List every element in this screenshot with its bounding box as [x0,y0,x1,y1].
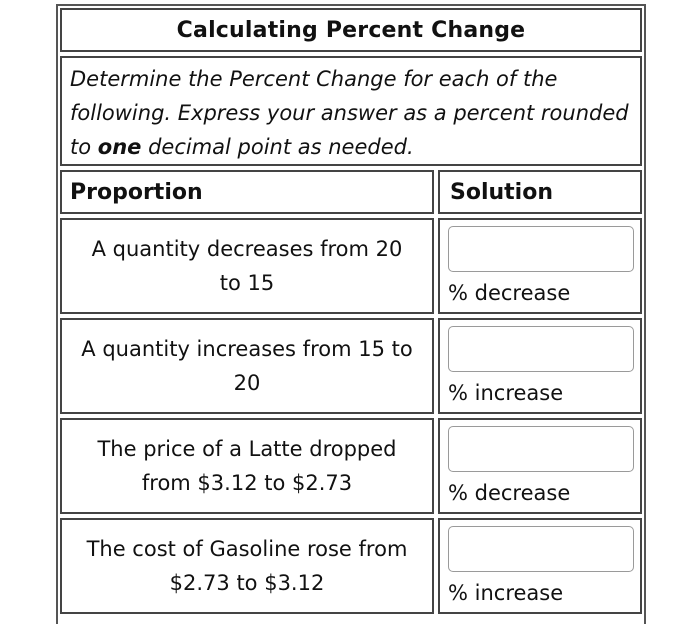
title-cell [60,8,642,52]
proportion-line: The price of a Latte dropped [97,437,397,461]
solution-header-cell [438,170,642,214]
proportion-cell-1 [60,218,434,314]
proportion-text-4 [87,532,408,600]
solution-cell-2 [438,318,642,414]
instructions-cell [60,56,642,166]
proportion-cell-3 [60,418,434,514]
unit-label-4: % increase [448,581,564,605]
proportion-text-3 [97,432,396,500]
proportion-line: 20 [233,371,261,395]
proportion-line: A quantity decreases from 20 [91,237,403,261]
proportion-header-cell [60,170,434,214]
answer-input-4[interactable] [448,526,634,572]
proportion-header: Proportion [70,179,203,205]
answer-input-2[interactable] [448,326,634,372]
proportion-cell-4 [60,518,434,614]
unit-label-2: % increase [448,381,564,405]
proportion-line: to 15 [219,271,275,295]
unit-label-1: % decrease [448,281,571,305]
instructions-bold-word: one [97,135,142,159]
instructions-part2: decimal point as needed. [141,135,414,159]
solution-header: Solution [450,179,553,205]
page-title: Calculating Percent Change [176,17,526,43]
proportion-text-2 [81,332,412,400]
proportion-line: $2.73 to $3.12 [169,571,325,595]
proportion-cell-2 [60,318,434,414]
unit-label-3: % decrease [448,481,571,505]
proportion-line: A quantity increases from 15 to [81,337,413,361]
proportion-line: The cost of Gasoline rose from [86,537,408,561]
solution-cell-1 [438,218,642,314]
solution-cell-3 [438,418,642,514]
instructions-text [70,62,632,164]
answer-input-1[interactable] [448,226,634,272]
instructions-part1: Determine the Percent Change for each of the following. Express your answer as a percent rounded to [70,67,629,159]
proportion-line: from $3.12 to $2.73 [141,471,353,495]
proportion-text-1 [92,232,403,300]
answer-input-3[interactable] [448,426,634,472]
solution-cell-4 [438,518,642,614]
